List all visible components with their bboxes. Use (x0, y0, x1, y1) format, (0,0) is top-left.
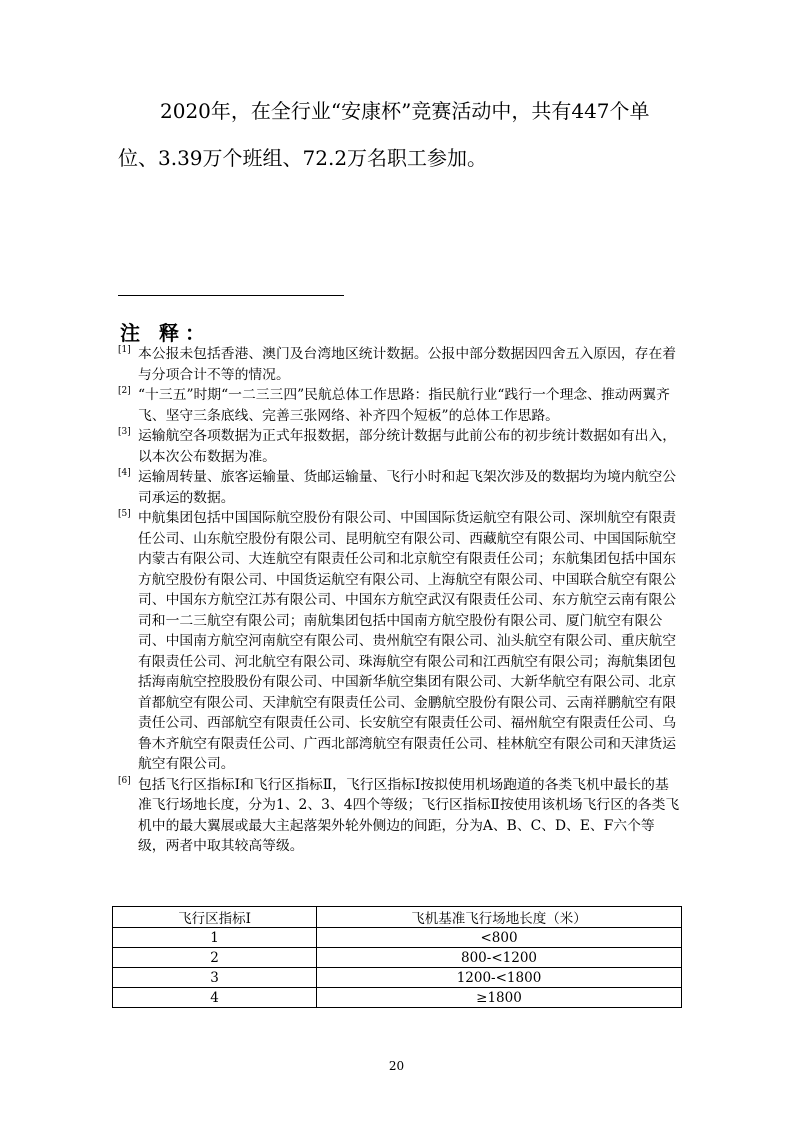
note-text: 运输航空各项数据为正式年报数据，部分统计数据与此前公布的初步统计数据如有出入，以本次公布数据为准。 (138, 428, 677, 465)
note-number: [4] (118, 468, 131, 478)
note-text: “十三五”时期“一二三三四”民航总体工作思路：指民航行业“践行一个理念、推动两翼齐飞、坚守三条底线、完善三张网络、补齐四个短板”的总体工作思路。 (138, 387, 670, 424)
table-row (113, 988, 682, 1008)
note-text: 包括飞行区指标Ⅰ和飞行区指标Ⅱ，飞行区指标Ⅰ按拟使用机场跑道的各类飞机中最长的基准飞行场地长度，分为1、2、3、4四个等级；飞行区指标Ⅱ按使用该机场飞行区的各类飞机中的最大翼展或最大主起落架外轮外侧边的间距，分为A、B、C、D、E、F六个等级，两者中取其较高等级。 (138, 776, 680, 854)
table-cell: 3 (113, 968, 317, 988)
table-cell: 4 (113, 988, 317, 1008)
note-text: 中航集团包括中国国际航空股份有限公司、中国国际货运航空有限公司、深圳航空有限责任公司、山东航空股份有限公司、昆明航空有限公司、西藏航空有限公司、中国国际航空内蒙古有限公司、大连航空有限责任公司和北京航空有限责任公司；东航集团包括中国东方航空股份有限公司、中国货运航空有限公司、上海航空有限公司、中国联合航空有限公司、中国东方航空江苏有限公司、中国东方航空武汉有限责任公司、东方航空云南有限公司和一二三航空有限公司；南航集团包括中国南方航空股份有限公司、厦门航空有限公司、中国南方航空河南航空有限公司、贵州航空有限公司、汕头航空有限公司、重庆航空有限责任公司、河北航空有限公司、珠海航空有限公司和江西航空有限公司；海航集团包括海南航空控股股份有限公司、中国新华航空集团有限公司、大新华航空有限公司、北京首都航空有限公司、天津航空有限责任公司、金鹏航空股份有限公司、云南祥鹏航空有限责任公司、西部航空有限责任公司、长安航空有限责任公司、福州航空有限责任公司、乌鲁木齐航空有限责任公司、广西北部湾航空有限责任公司、桂林航空有限公司和天津货运航空有限公司。 (138, 510, 677, 772)
table-header-cell: 飞机基准飞行场地长度（米） (317, 907, 682, 928)
note-2 (118, 385, 680, 426)
note-number: [1] (118, 345, 131, 355)
table-row (113, 928, 682, 948)
note-number: [2] (118, 386, 131, 396)
table-header-row (113, 907, 682, 928)
table-cell: 2 (113, 948, 317, 968)
table-cell: 800-<1200 (317, 948, 682, 968)
footnote-divider (118, 295, 344, 296)
airfield-grade-table (112, 906, 682, 1008)
table-cell: <800 (317, 928, 682, 948)
table-cell: ≥1800 (317, 988, 682, 1008)
table-cell: 1200-<1800 (317, 968, 682, 988)
note-1 (118, 344, 680, 385)
intro-paragraph: 2020年，在全行业“安康杯”竞赛活动中，共有447个单位、3.39万个班组、72.2万名职工参加。 (118, 99, 650, 170)
note-number: [6] (118, 775, 131, 786)
note-6 (118, 775, 680, 857)
note-number: [3] (118, 427, 131, 437)
table-row (113, 948, 682, 968)
table-cell: 1 (113, 928, 317, 948)
table-row (113, 968, 682, 988)
table-header-cell: 飞行区指标Ⅰ (113, 907, 317, 928)
notes-title: 注 释： (120, 321, 211, 345)
note-number: [5] (118, 509, 131, 519)
notes-list (118, 344, 680, 857)
note-text: 运输周转量、旅客运输量、货邮运输量、飞行小时和起飞架次涉及的数据均为境内航空公司承运的数据。 (138, 469, 677, 506)
page-number: 20 (388, 1059, 405, 1073)
note-text: 本公报未包括香港、澳门及台湾地区统计数据。公报中部分数据因四舍五入原因，存在着与分项合计不等的情况。 (138, 346, 677, 383)
note-4 (118, 467, 680, 508)
note-3 (118, 426, 680, 467)
note-5 (118, 508, 680, 775)
